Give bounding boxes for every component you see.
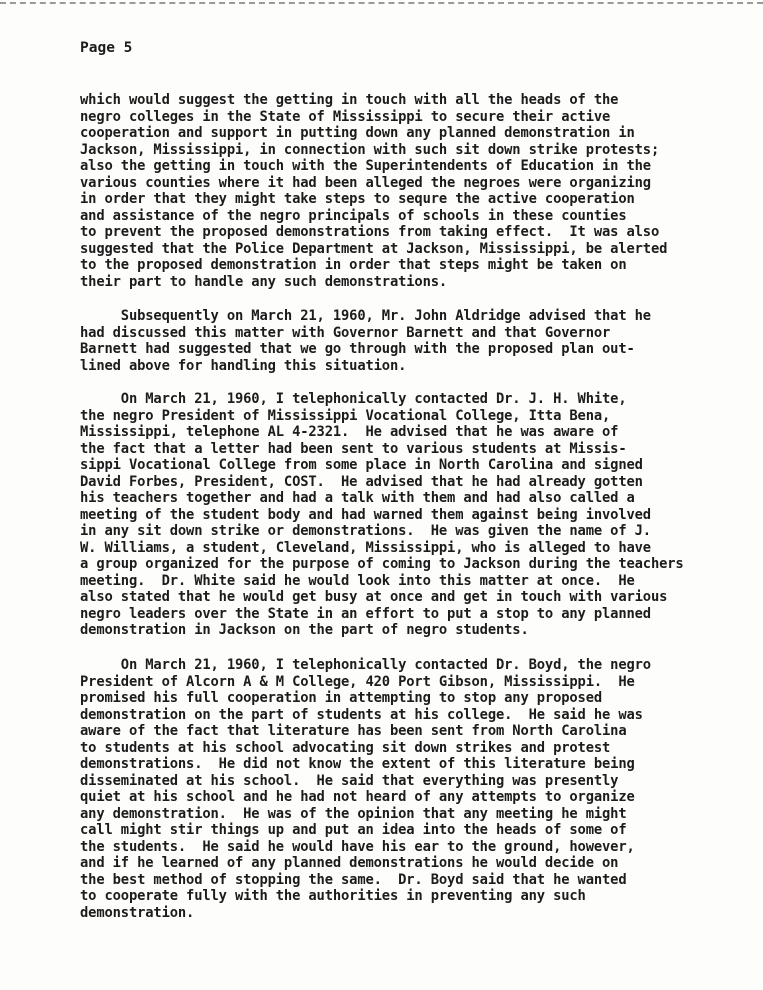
paragraph-1 [80,92,752,290]
text-line: On March 21, 1960, I telephonically contacted Dr. Boyd, the negro [80,657,651,673]
text-line: in order that they might take steps to sequre the active cooperation [80,191,635,207]
text-line: quiet at his school and he had not heard of any attempts to organize [80,789,635,805]
text-line: demonstration in Jackson on the part of negro students. [80,622,529,638]
text-line: their part to handle any such demonstrations. [80,273,448,290]
text-line: meeting. Dr. White said he would look into this matter at once. He [80,572,635,589]
text-line: promised his full cooperation in attempting to stop any proposed [80,690,603,706]
paragraph-4 [80,657,752,921]
text-line: Subsequently on March 21, 1960, Mr. John Aldridge advised that he [80,308,651,324]
text-line: suggested that the Police Department at Jackson, Mississippi, be alerted [80,240,668,257]
text-line: meeting of the student body and had warned them against being involved [80,506,651,523]
paragraph-2 [80,308,752,374]
text-line: and assistance of the negro principals of schools in these counties [80,207,627,224]
text-line: demonstration. [80,904,195,921]
text-line: to cooperate fully with the authorities in preventing any such [80,888,586,904]
text-line: a group organized for the purpose of coming to Jackson during the teachers [80,556,684,572]
text-line: demonstration on the part of students at his college. He said he was [80,706,643,723]
text-line: Barnett had suggested that we go through with the proposed plan out- [80,341,635,357]
text-line: in any sit down strike or demonstrations. He was given the name of J. [80,523,651,539]
perforation-edge [0,2,763,4]
text-line: cooperation and support in putting down any planned demonstration in [80,125,635,141]
text-line: various counties where it had been alleged the negroes were organizing [80,174,651,191]
text-line: Jackson, Mississippi, in connection with such sit down strike protests; [80,141,660,158]
text-line: negro colleges in the State of Mississippi to secure their active [80,108,611,125]
text-line: also the getting in touch with the Superintendents of Education in the [80,158,651,174]
text-line: W. Williams, a student, Cleveland, Mississippi, who is alleged to have [80,539,651,556]
text-line: call might stir things up and put an idea into the heads of some of [80,822,627,838]
text-line: Mississippi, telephone AL 4-2321. He advised that he was aware of [80,424,619,440]
text-line: On March 21, 1960, I telephonically contacted Dr. J. H. White, [80,391,627,407]
text-line: sippi Vocational College from some place in North Carolina and signed [80,457,643,473]
text-line: to students at his school advocating sit down strikes and protest [80,739,611,756]
text-line: his teachers together and had a talk with them and had also called a [80,490,635,506]
text-line: disseminated at his school. He said that everything was presently [80,772,619,789]
text-line: the negro President of Mississippi Vocational College, Itta Bena, [80,407,611,424]
text-line: the students. He said he would have his ear to the ground, however, [80,838,635,855]
text-line: the best method of stopping the same. Dr. Boyd said that he wanted [80,871,627,888]
paragraph-3 [80,391,752,639]
text-line: any demonstration. He was of the opinion that any meeting he might [80,805,627,822]
text-line: President of Alcorn A & M College, 420 Port Gibson, Mississippi. He [80,673,635,690]
text-line: lined above for handling this situation. [80,357,407,374]
text-line: demonstrations. He did not know the extent of this literature being [80,756,635,772]
text-line: to prevent the proposed demonstrations from taking effect. It was also [80,224,660,240]
text-line: also stated that he would get busy at once and get in touch with various [80,589,668,605]
text-line: had discussed this matter with Governor Barnett and that Governor [80,324,611,341]
text-line: the fact that a letter had been sent to various students at Missis- [80,440,627,457]
page-number: Page 5 [80,40,133,56]
text-line: aware of the fact that literature has been sent from North Carolina [80,723,627,739]
text-line: to the proposed demonstration in order that steps might be taken on [80,257,627,273]
text-line: which would suggest the getting in touch with all the heads of the [80,92,619,108]
text-line: and if he learned of any planned demonstrations he would decide on [80,855,619,871]
text-line: negro leaders over the State in an effort to put a stop to any planned [80,605,651,622]
text-line: David Forbes, President, COST. He advised that he had already gotten [80,473,643,490]
